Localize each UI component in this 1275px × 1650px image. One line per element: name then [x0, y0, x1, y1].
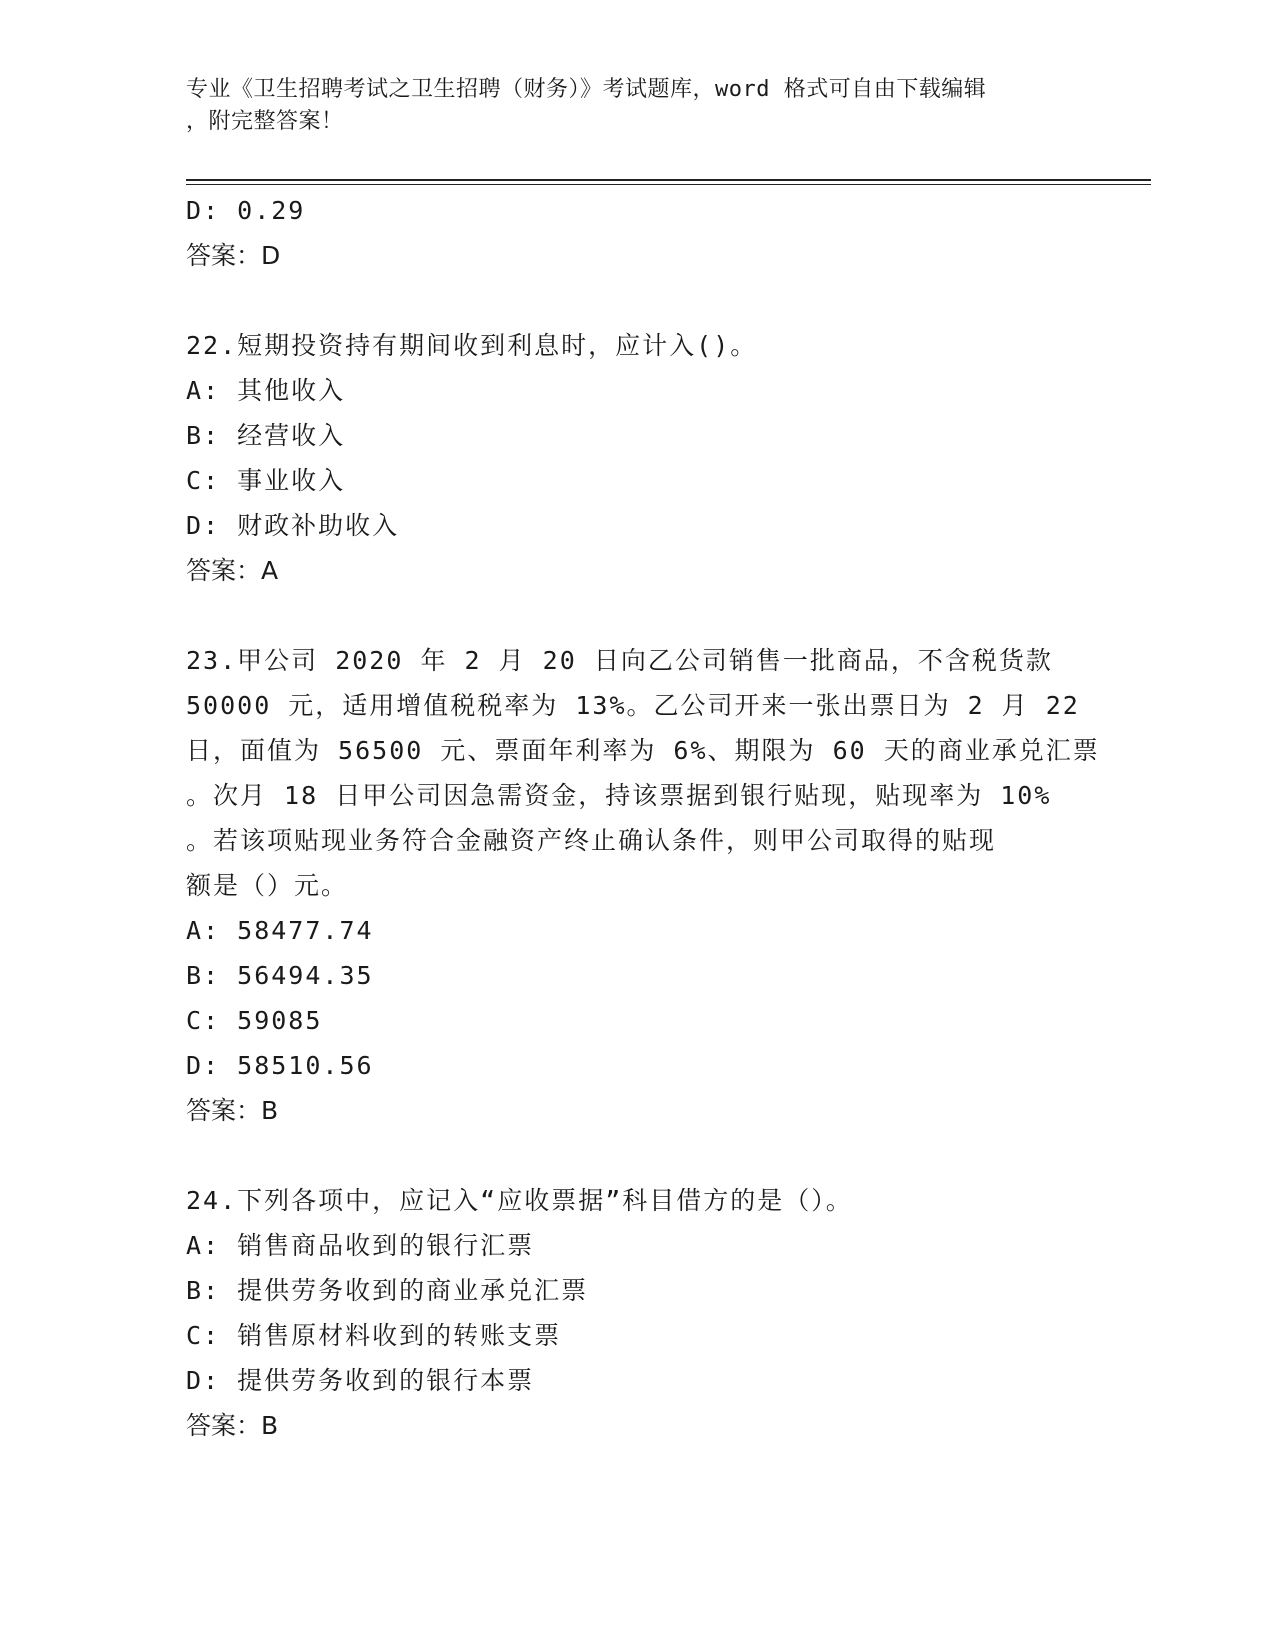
question-stem: 24.下列各项中，应记入“应收票据”科目借方的是（）。: [186, 1186, 853, 1215]
question-content: [186, 188, 1100, 1448]
answer: 答案：B: [186, 1096, 279, 1125]
question-block: [186, 638, 1100, 1133]
option-a: A: 销售商品收到的银行汇票: [186, 1231, 535, 1260]
question-block: [186, 323, 1086, 593]
spacer: [186, 278, 1086, 323]
question-stem: 22.短期投资持有期间收到利息时，应计入()。: [186, 331, 758, 360]
option-a: A: 其他收入: [186, 376, 346, 405]
spacer: [186, 593, 1086, 638]
option-c: C: 事业收入: [186, 466, 346, 495]
question-block: [186, 1178, 1086, 1448]
header-divider-thin: [186, 184, 1151, 185]
prev-answer: 答案：D: [186, 241, 281, 270]
option-d: D: 提供劳务收到的银行本票: [186, 1366, 535, 1395]
option-b: B: 提供劳务收到的商业承兑汇票: [186, 1276, 589, 1305]
page-header: [186, 74, 1086, 138]
option-c: C: 销售原材料收到的转账支票: [186, 1321, 562, 1350]
question-stem: 23.甲公司 2020 年 2 月 20 日向乙公司销售一批商品，不含税货款: [186, 646, 1053, 675]
header-divider-thick: [186, 179, 1151, 181]
option-b: B: 经营收入: [186, 421, 346, 450]
question-stem: 日，面值为 56500 元、票面年利率为 6%、期限为 60 天的商业承兑汇票: [186, 736, 1100, 765]
answer: 答案：B: [186, 1411, 279, 1440]
header-line-2: ，附完整答案！: [186, 109, 344, 134]
option-c: C: 59085: [186, 1006, 323, 1035]
answer: 答案：A: [186, 556, 279, 585]
question-stem: 50000 元，适用增值税税率为 13%。乙公司开来一张出票日为 2 月 22: [186, 691, 1080, 720]
option-d: D: 58510.56: [186, 1051, 374, 1080]
header-line-1: 专业《卫生招聘考试之卫生招聘（财务）》考试题库，word 格式可自由下载编辑: [186, 77, 987, 102]
question-stem: 额是（）元。: [186, 871, 349, 900]
option-b: B: 56494.35: [186, 961, 374, 990]
option-d: D: 财政补助收入: [186, 511, 400, 540]
spacer: [186, 1133, 1086, 1178]
question-stem: 。若该项贴现业务符合金融资产终止确认条件，则甲公司取得的贴现: [186, 826, 997, 855]
question-stem: 。次月 18 日甲公司因急需资金，持该票据到银行贴现，贴现率为 10%: [186, 781, 1052, 810]
prev-option-d: D: 0.29: [186, 196, 306, 225]
option-a: A: 58477.74: [186, 916, 374, 945]
